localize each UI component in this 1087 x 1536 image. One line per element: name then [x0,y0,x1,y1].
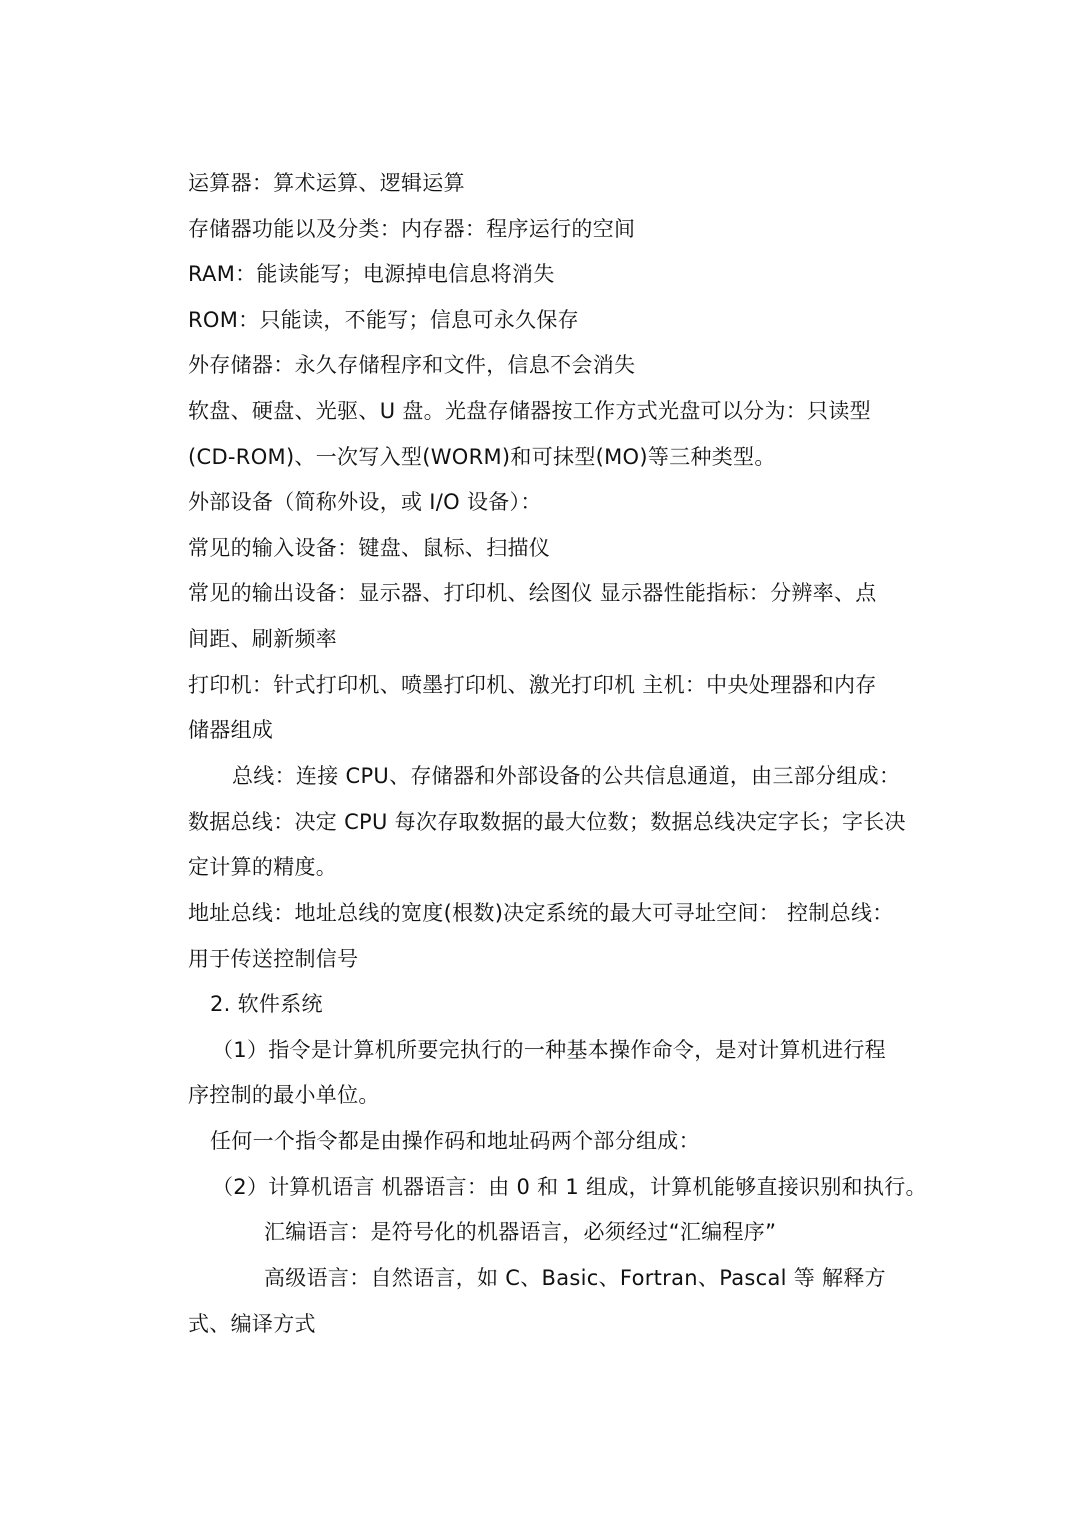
text-line: 储器组成 [188,718,274,742]
text-line: 地址总线：地址总线的宽度(根数)决定系统的最大可寻址空间： 控制总线： [188,901,894,925]
text-line: 高级语言：自然语言，如 C、Basic、Fortran、Pascal 等 解释方 [264,1266,886,1290]
text-line: 外存储器：永久存储程序和文件，信息不会消失 [188,353,636,377]
text-line: 存储器功能以及分类：内存器：程序运行的空间 [188,217,636,241]
text-line: 外部设备（简称外设，或 I/O 设备）： [188,490,542,514]
text-line: (CD-ROM)、一次写入型(WORM)和可抹型(MO)等三种类型。 [188,445,776,469]
text-line: 打印机：针式打印机、喷墨打印机、激光打印机 主机：中央处理器和内存 [188,673,877,697]
text-line: （2）计算机语言 机器语言：由 0 和 1 组成，计算机能够直接识别和执行。 [212,1175,927,1199]
text-line: ROM：只能读，不能写；信息可永久保存 [188,308,579,332]
text-line: 任何一个指令都是由操作码和地址码两个部分组成： [210,1129,700,1153]
text-line: RAM：能读能写；电源掉电信息将消失 [188,262,555,286]
text-line: 常见的输出设备：显示器、打印机、绘图仪 显示器性能指标：分辨率、点 [188,581,877,605]
text-line: 数据总线：决定 CPU 每次存取数据的最大位数；数据总线决定字长；字长决 [188,810,906,834]
text-line: 用于传送控制信号 [188,947,359,971]
text-line: 常见的输入设备：键盘、鼠标、扫描仪 [188,536,551,560]
text-line: 式、编译方式 [188,1312,316,1336]
text-line: 运算器：算术运算、逻辑运算 [188,171,465,195]
text-line: 汇编语言：是符号化的机器语言，必须经过“汇编程序” [264,1220,777,1244]
text-line: （1）指令是计算机所要完执行的一种基本操作命令，是对计算机进行程 [212,1038,886,1062]
text-line: 定计算的精度。 [188,855,338,879]
text-line: 总线：连接 CPU、存储器和外部设备的公共信息通道，由三部分组成： [232,764,901,788]
text-line: 序控制的最小单位。 [188,1083,380,1107]
text-line: 间距、刷新频率 [188,627,338,651]
section-heading: 2. 软件系统 [210,992,323,1016]
text-line: 软盘、硬盘、光驱、U 盘。光盘存储器按工作方式光盘可以分为：只读型 [188,399,871,423]
